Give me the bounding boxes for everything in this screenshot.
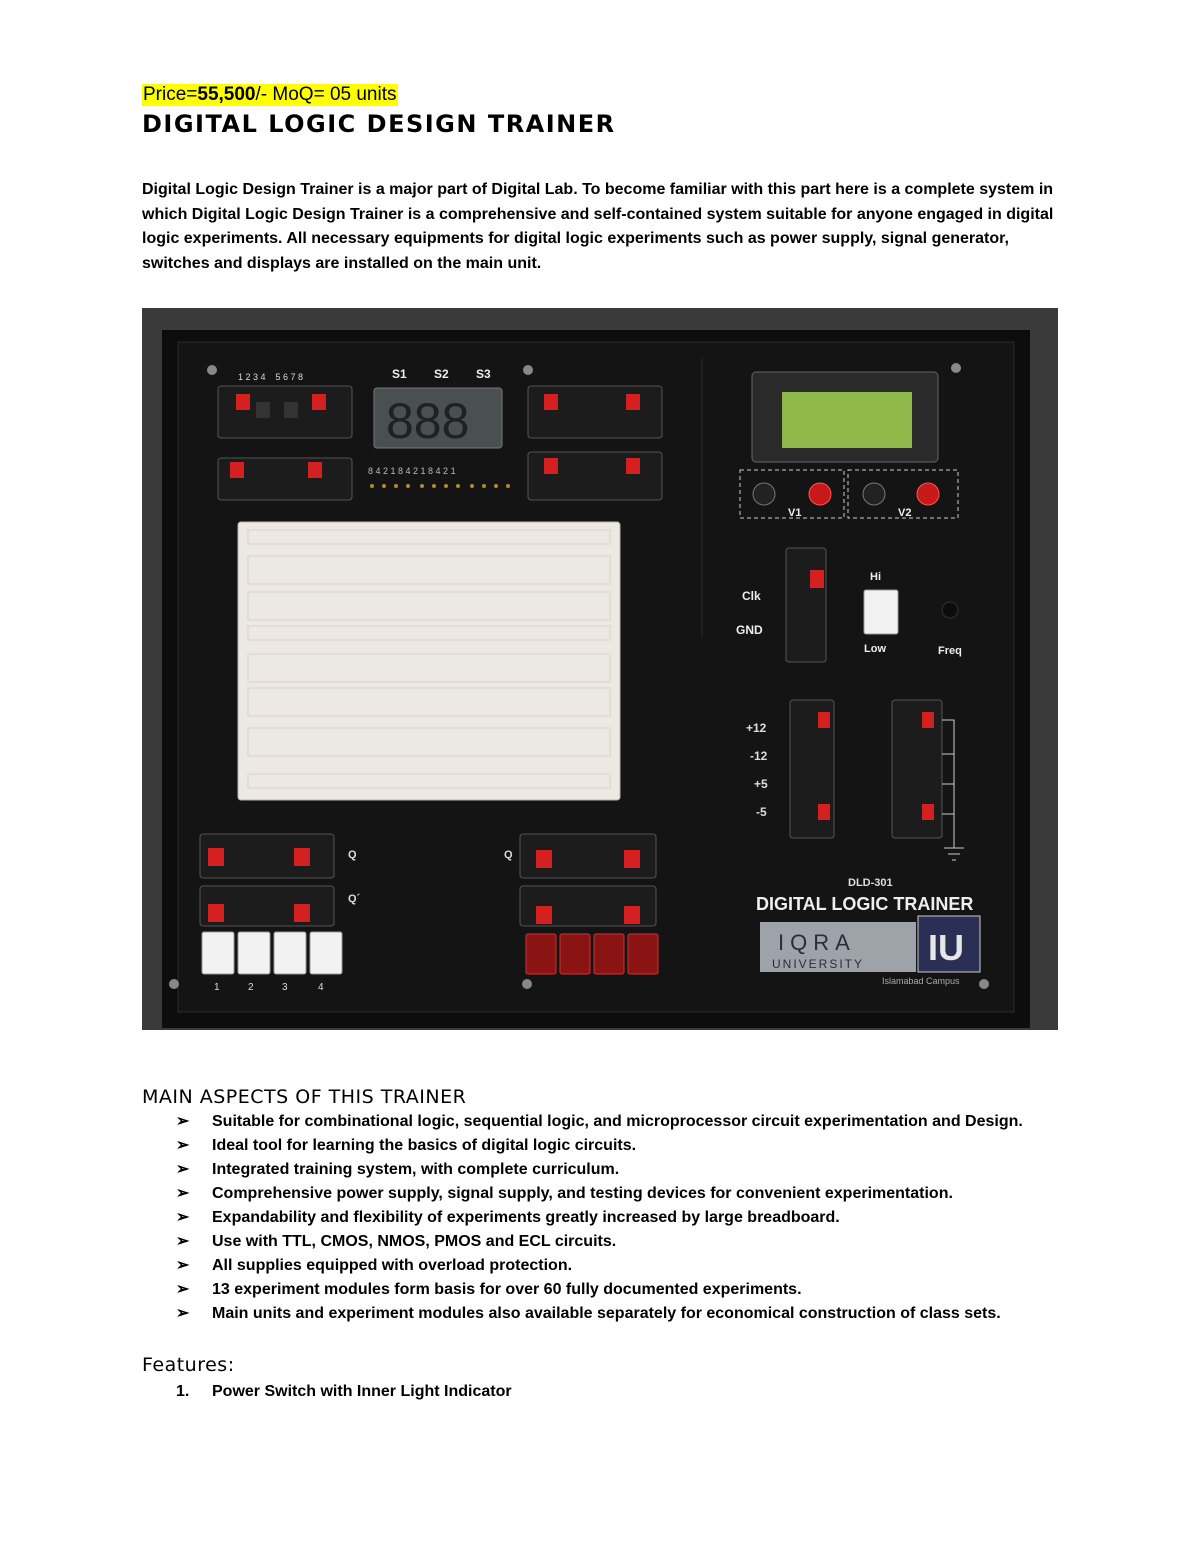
breadboard[interactable] (238, 522, 620, 800)
q-label-mid: Q (504, 849, 513, 861)
aspects-list (176, 1110, 1023, 1326)
list-item: ➢ Comprehensive power supply, signal supply, and testing devices for convenient experimentation. (176, 1182, 1023, 1206)
v2-label: V2 (898, 507, 912, 519)
product-name: DIGITAL LOGIC TRAINER (756, 894, 974, 914)
gnd-label: GND (736, 623, 763, 637)
bullet-arrow-icon: ➢ (176, 1305, 190, 1322)
model-label: DLD-301 (848, 877, 893, 889)
price-label: Price= (143, 84, 198, 105)
iu-logo-text: IU (928, 927, 964, 968)
bcd-labels: 8 4 2 1 8 4 2 1 8 4 2 1 (368, 466, 456, 476)
feature-number: 1. (176, 1383, 190, 1400)
university-name: IQRA (778, 930, 856, 955)
seg-digits: 888 (386, 393, 470, 449)
bullet-arrow-icon: ➢ (176, 1233, 190, 1250)
list-item: ➢ Ideal tool for learning the basics of digital logic circuits. (176, 1134, 1023, 1158)
seg-label-s2: S2 (434, 367, 449, 381)
list-item: ➢ Suitable for combinational logic, sequential logic, and microprocessor circuit experimentation and Design. (176, 1110, 1023, 1134)
supply-plus-12: +12 (746, 721, 767, 735)
list-item: ➢ All supplies equipped with overload protection. (176, 1254, 1023, 1278)
aspects-heading: MAIN ASPECTS OF THIS TRAINER (142, 1086, 467, 1108)
list-item: ➢ Integrated training system, with complete curriculum. (176, 1158, 1023, 1182)
q-bar-label-left: Q´ (348, 893, 361, 905)
page-title: DIGITAL LOGIC DESIGN TRAINER (142, 110, 616, 138)
switch-num-2: 2 (248, 982, 254, 993)
supply-minus-5: -5 (756, 805, 767, 819)
bullet-arrow-icon: ➢ (176, 1281, 190, 1298)
bullet-arrow-icon: ➢ (176, 1209, 190, 1226)
hi-label: Hi (870, 571, 881, 583)
q-label-left: Q (348, 849, 357, 861)
ground-terminals[interactable] (892, 700, 942, 838)
seg-label-s1: S1 (392, 367, 407, 381)
price-value: 55,500 (197, 84, 256, 105)
feature-text: Power Switch with Inner Light Indicator (212, 1383, 512, 1400)
supply-plus-5: +5 (754, 777, 768, 791)
supply-minus-12: -12 (750, 749, 768, 763)
v2-black-terminal[interactable] (863, 483, 885, 505)
clk-terminal-block[interactable] (786, 548, 826, 662)
university-sub: UNIVERSITY (772, 957, 865, 971)
v1-black-terminal[interactable] (753, 483, 775, 505)
switch-num-4: 4 (318, 982, 324, 993)
low-label: Low (864, 643, 886, 655)
hi-low-toggle-switch[interactable] (864, 590, 898, 634)
bullet-arrow-icon: ➢ (176, 1257, 190, 1274)
price-line (142, 84, 398, 106)
features-heading: Features: (142, 1354, 235, 1376)
bullet-arrow-icon: ➢ (176, 1161, 190, 1178)
lcd-screen (782, 392, 912, 448)
list-item: ➢ Expandability and flexibility of experiments greatly increased by large breadboard. (176, 1206, 1023, 1230)
switch-num-3: 3 (282, 982, 288, 993)
campus-label: Islamabad Campus (882, 976, 960, 986)
price-suffix: /- MoQ= 05 units (255, 84, 397, 105)
bullet-arrow-icon: ➢ (176, 1113, 190, 1130)
list-item: ➢ Use with TTL, CMOS, NMOS, PMOS and ECL circuits. (176, 1230, 1023, 1254)
freq-label: Freq (938, 645, 962, 657)
v2-red-terminal[interactable] (917, 483, 939, 505)
intro-paragraph: Digital Logic Design Trainer is a major part of Digital Lab. To become familiar with this part here is a complete system in which Digital Logic Design Trainer is a comprehensive and self-contained system suitable for anyone engaged in digital logic experiments. All necessary equipments for digital logic experiments such as power supply, signal generator, switches and displays are installed on the main unit. (142, 181, 1054, 272)
switch-num-1: 1 (214, 982, 220, 993)
clk-label: Clk (742, 589, 761, 603)
list-item: ➢ Main units and experiment modules also available separately for economical construction of class sets. (176, 1302, 1023, 1326)
freq-knob[interactable] (942, 602, 958, 618)
bullet-arrow-icon: ➢ (176, 1185, 190, 1202)
bullet-arrow-icon: ➢ (176, 1137, 190, 1154)
feature-item (176, 1380, 512, 1404)
top-left-numbers: 1 2 3 4 5 6 7 8 (238, 372, 304, 382)
v1-label: V1 (788, 507, 802, 519)
list-item: ➢ 13 experiment modules form basis for over 60 fully documented experiments. (176, 1278, 1023, 1302)
seg-label-s3: S3 (476, 367, 491, 381)
v1-red-terminal[interactable] (809, 483, 831, 505)
trainer-photo (142, 308, 1058, 1030)
